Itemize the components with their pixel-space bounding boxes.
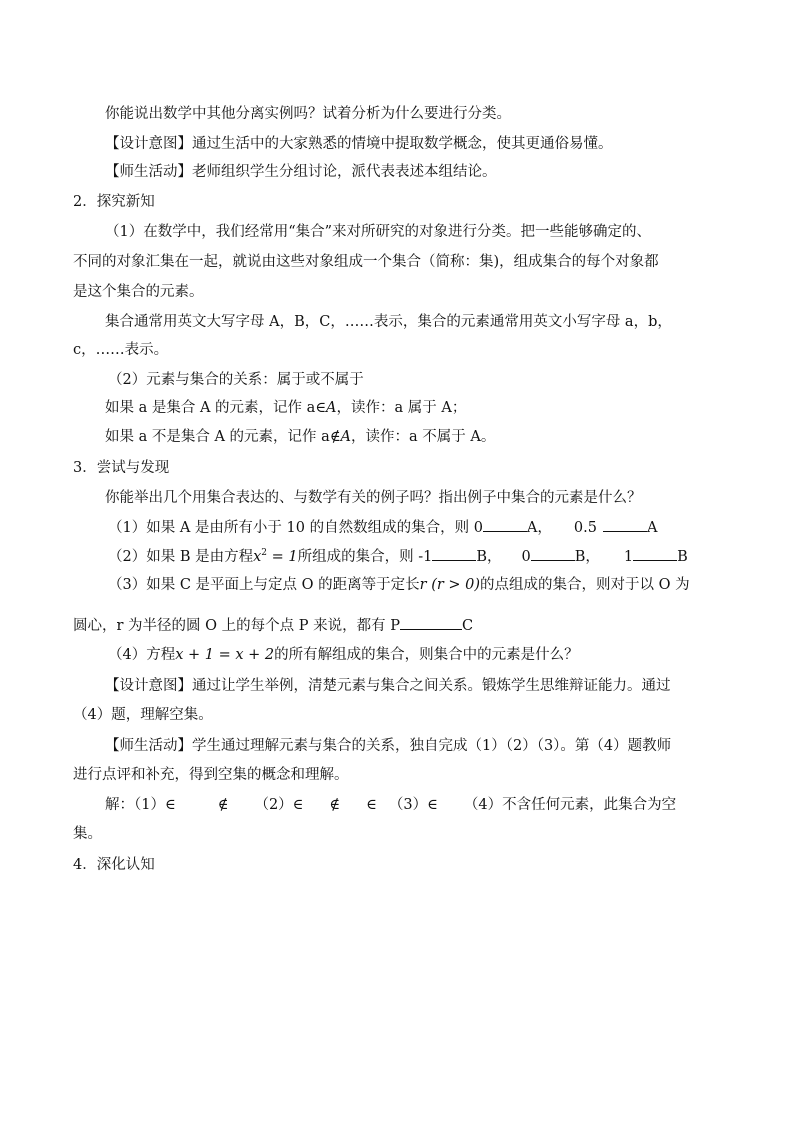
answer-1-not-element: ∉: [217, 797, 229, 813]
paragraph-set-definition-line3: 是这个集合的元素。: [73, 284, 204, 300]
equation-variable-x: x: [253, 549, 262, 565]
equation-rhs: = 1: [267, 549, 298, 565]
not-belongs-text-end: ，读作：a 不属于 A。: [351, 429, 496, 445]
paragraph-design-intent-2-line1: 【设计意图】通过让学生举例，清楚元素与集合之间关系。锻炼学生思维辩证能力。通过: [105, 678, 671, 694]
answer-4: （4）不含任何元素，此集合为空: [463, 797, 677, 813]
not-element-of-symbol: ∉: [329, 429, 341, 445]
section-heading-try: 3．尝试与发现: [73, 460, 170, 476]
element-of-symbol: ∈: [315, 400, 327, 416]
question-2-set-b-3: B: [677, 549, 688, 565]
question-3-line2: [73, 615, 473, 636]
paragraph-notation-line1: 集合通常用英文大写字母 A，B，C，……表示，集合的元素通常用英文小写字母 a，b，: [105, 314, 672, 330]
paragraph-set-definition-line1: （1）在数学中，我们经常用“集合”来对所研究的对象进行分类。把一些能够确定的、: [105, 224, 652, 240]
answers-line: [105, 795, 676, 815]
answer-2-element: ∈: [366, 797, 377, 813]
question-2: [108, 546, 688, 567]
answer-blank[interactable]: [633, 546, 677, 561]
paragraph-not-belongs: [105, 427, 495, 447]
question-1-set-a-2: A: [646, 520, 658, 536]
question-2-value-0: 0: [521, 549, 531, 565]
section-heading-deepen: 4．深化认知: [73, 857, 155, 873]
question-4: [108, 645, 579, 665]
paragraph-membership-relation: （2）元素与集合的关系：属于或不属于: [108, 372, 364, 388]
radius-expression: r (r > 0): [419, 577, 481, 593]
question-1-set-a: A，: [526, 520, 552, 536]
answer-2: （2）∈: [254, 797, 304, 813]
belongs-text-start: 如果 a 是集合 A 的元素，记作 a: [105, 400, 316, 416]
answer-blank[interactable]: [400, 615, 462, 630]
question-1-value-0-5: 0.5: [573, 520, 597, 536]
answer-blank[interactable]: [483, 517, 527, 532]
equation-exponent: 2: [261, 548, 268, 559]
paragraph-teacher-activity-2-line1: 【师生活动】学生通过理解元素与集合的关系，独自完成（1）（2）（3）。第（4）题教师: [105, 738, 672, 754]
question-3-text-2: 的点组成的集合，则对于以 O 为: [480, 577, 690, 593]
paragraph-set-definition-line2: 不同的对象汇集在一起，就说由这些对象组成一个集合（简称：集)，组成集合的每个对象都: [73, 254, 659, 270]
question-3-line1: [108, 575, 690, 595]
answer-2-not-element: ∉: [329, 797, 341, 813]
paragraph-design-intent-1: 【设计意图】通过生活中的大家熟悉的情境中提取数学概念，使其更通俗易懂。: [105, 136, 613, 152]
set-variable-a: A: [326, 400, 337, 416]
set-variable-a-2: A: [340, 429, 352, 445]
not-belongs-text-start: 如果 a 不是集合 A 的元素，记作 a: [105, 429, 330, 445]
section-heading-explore: 2．探究新知: [73, 194, 155, 210]
answer-blank[interactable]: [531, 546, 575, 561]
question-2-text-2: 所组成的集合，则 -1: [297, 549, 433, 565]
equation-no-solution: x + 1 = x + 2: [175, 647, 275, 663]
question-4-text: （4）方程: [108, 647, 176, 663]
question-3-text-3: 圆心，r 为半径的圆 O 上的每个点 P 来说，都有 P: [73, 618, 400, 634]
answers-line-end: 集。: [73, 826, 102, 842]
question-2-value-1: 1: [623, 549, 634, 565]
paragraph-teacher-activity-2-line2: 进行点评和补充，得到空集的概念和理解。: [73, 767, 349, 783]
belongs-text-end: ，读作：a 属于 A；: [336, 400, 467, 416]
question-2-text: （2）如果 B 是由方程: [108, 549, 254, 565]
question-2-set-b: B，: [476, 549, 502, 565]
paragraph-examples-question: 你能举出几个用集合表达的、与数学有关的例子吗？指出例子中集合的元素是什么？: [105, 490, 642, 506]
paragraph-notation-line2: c，……表示。: [73, 342, 169, 358]
paragraph-belongs: [105, 398, 466, 418]
question-4-text-2: 的所有解组成的集合，则集合中的元素是什么？: [274, 647, 579, 663]
question-1: [108, 517, 657, 538]
answer-3: （3）∈: [388, 797, 438, 813]
question-3-set-c: C: [462, 618, 474, 634]
paragraph-design-intent-2-line2: （4）题，理解空集。: [73, 707, 213, 723]
question-1-text: （1）如果 A 是由所有小于 10 的自然数组成的集合，则 0: [108, 520, 483, 536]
paragraph-teacher-activity-1: 【师生活动】老师组织学生分组讨论，派代表表述本组结论。: [105, 164, 497, 180]
answer-blank[interactable]: [432, 546, 476, 561]
paragraph-separation-question: 你能说出数学中其他分离实例吗？试着分析为什么要进行分类。: [105, 106, 511, 122]
answer-1: 解：（1）∈: [105, 797, 176, 813]
question-3-text: （3）如果 C 是平面上与定点 O 的距离等于定长: [108, 577, 420, 593]
answer-blank[interactable]: [603, 517, 647, 532]
question-2-set-b-2: B，: [574, 549, 600, 565]
